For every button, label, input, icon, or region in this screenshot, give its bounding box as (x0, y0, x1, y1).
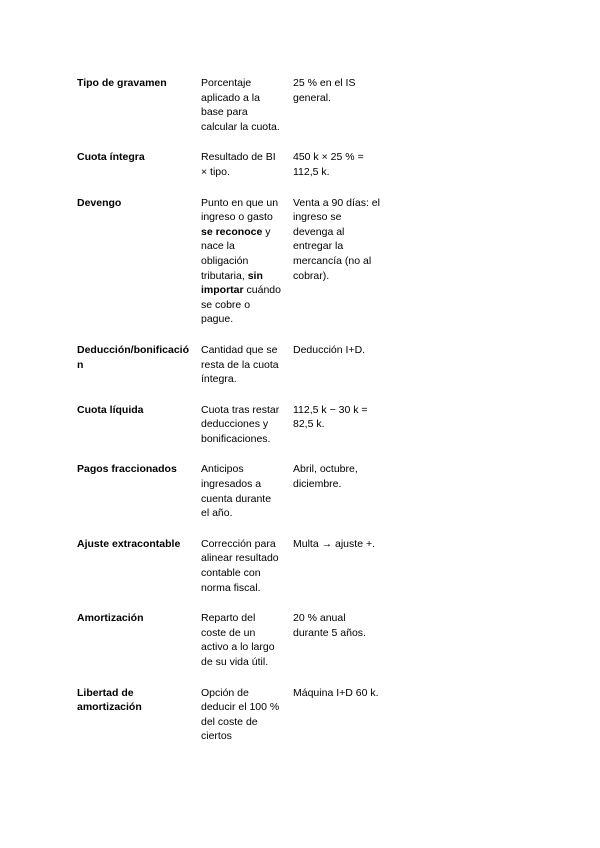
example-cell: 20 % anual durante 5 años. (293, 612, 366, 639)
definition-text: Punto en que un ingreso o gasto (201, 196, 279, 224)
definition-text: Anticipos ingresados a cuenta durante el año. (201, 463, 272, 520)
definition-cell (196, 533, 288, 607)
glossary-row (72, 607, 388, 681)
example-cell: Abril, octubre, diciembre. (293, 463, 358, 491)
definition-cell (196, 607, 288, 681)
glossary-row (72, 533, 388, 607)
definition-cell (196, 146, 288, 191)
definition-emphasis: se reconoce (201, 225, 263, 238)
term-cell: Amortización (77, 612, 144, 625)
glossary-row (72, 339, 388, 399)
glossary-row (72, 458, 388, 532)
definition-cell (196, 72, 288, 146)
example-cell: 450 k × 25 % = 112,5 k. (293, 151, 364, 178)
term-cell: Cuota íntegra (77, 151, 145, 164)
definition-text: y nace la obligación tributaria, (201, 225, 271, 282)
term-cell: Devengo (77, 196, 122, 209)
term-cell: Cuota líquida (77, 403, 144, 416)
term-cell: Tipo de gravamen (77, 77, 167, 89)
definition-cell (196, 339, 288, 399)
glossary-row (72, 682, 388, 756)
definition-cell (196, 682, 288, 756)
definition-cell (196, 399, 288, 459)
example-cell: Deducción I+D. (293, 343, 366, 356)
definition-text: Reparto del coste de un activo a lo largo de su vida útil. (201, 612, 275, 668)
definition-text: cuándo se cobre o pague. (201, 284, 281, 326)
glossary-row (72, 146, 388, 191)
definition-cell (196, 458, 288, 532)
definition-cell (196, 192, 288, 339)
example-cell: 112,5 k − 30 k = 82,5 k. (293, 403, 368, 431)
definition-text: Resultado de BI × tipo. (201, 151, 276, 178)
term-cell: Deducción/bonificación (77, 343, 190, 371)
definition-text: Porcentaje aplicado a la base para calcular la cuota. (201, 77, 280, 133)
term-cell: Pagos fraccionados (77, 463, 177, 476)
definition-emphasis: sin importar (201, 269, 263, 297)
definition-text: Cantidad que se resta de la cuota íntegra. (201, 343, 279, 386)
glossary-table (72, 72, 388, 756)
definition-text: Corrección para alinear resultado contable con norma fiscal. (201, 537, 279, 594)
term-cell: Ajuste extracontable (77, 537, 181, 550)
term-cell: Libertad de amortización (77, 686, 142, 714)
glossary-row (72, 399, 388, 459)
example-cell: Venta a 90 días: el ingreso se devenga al entregar la mercancía (no al cobrar). (293, 196, 380, 282)
glossary-row (72, 192, 388, 339)
glossary-row (72, 72, 388, 146)
example-cell: 25 % en el IS general. (293, 77, 356, 104)
definition-text: Opción de deducir el 100 % del coste de ciertos (201, 686, 280, 743)
example-cell: Multa → ajuste +. (293, 537, 375, 550)
definition-text: Cuota tras restar deducciones y bonificaciones. (201, 403, 280, 445)
glossary-body (72, 72, 388, 756)
example-cell: Máquina I+D 60 k. (293, 686, 379, 699)
